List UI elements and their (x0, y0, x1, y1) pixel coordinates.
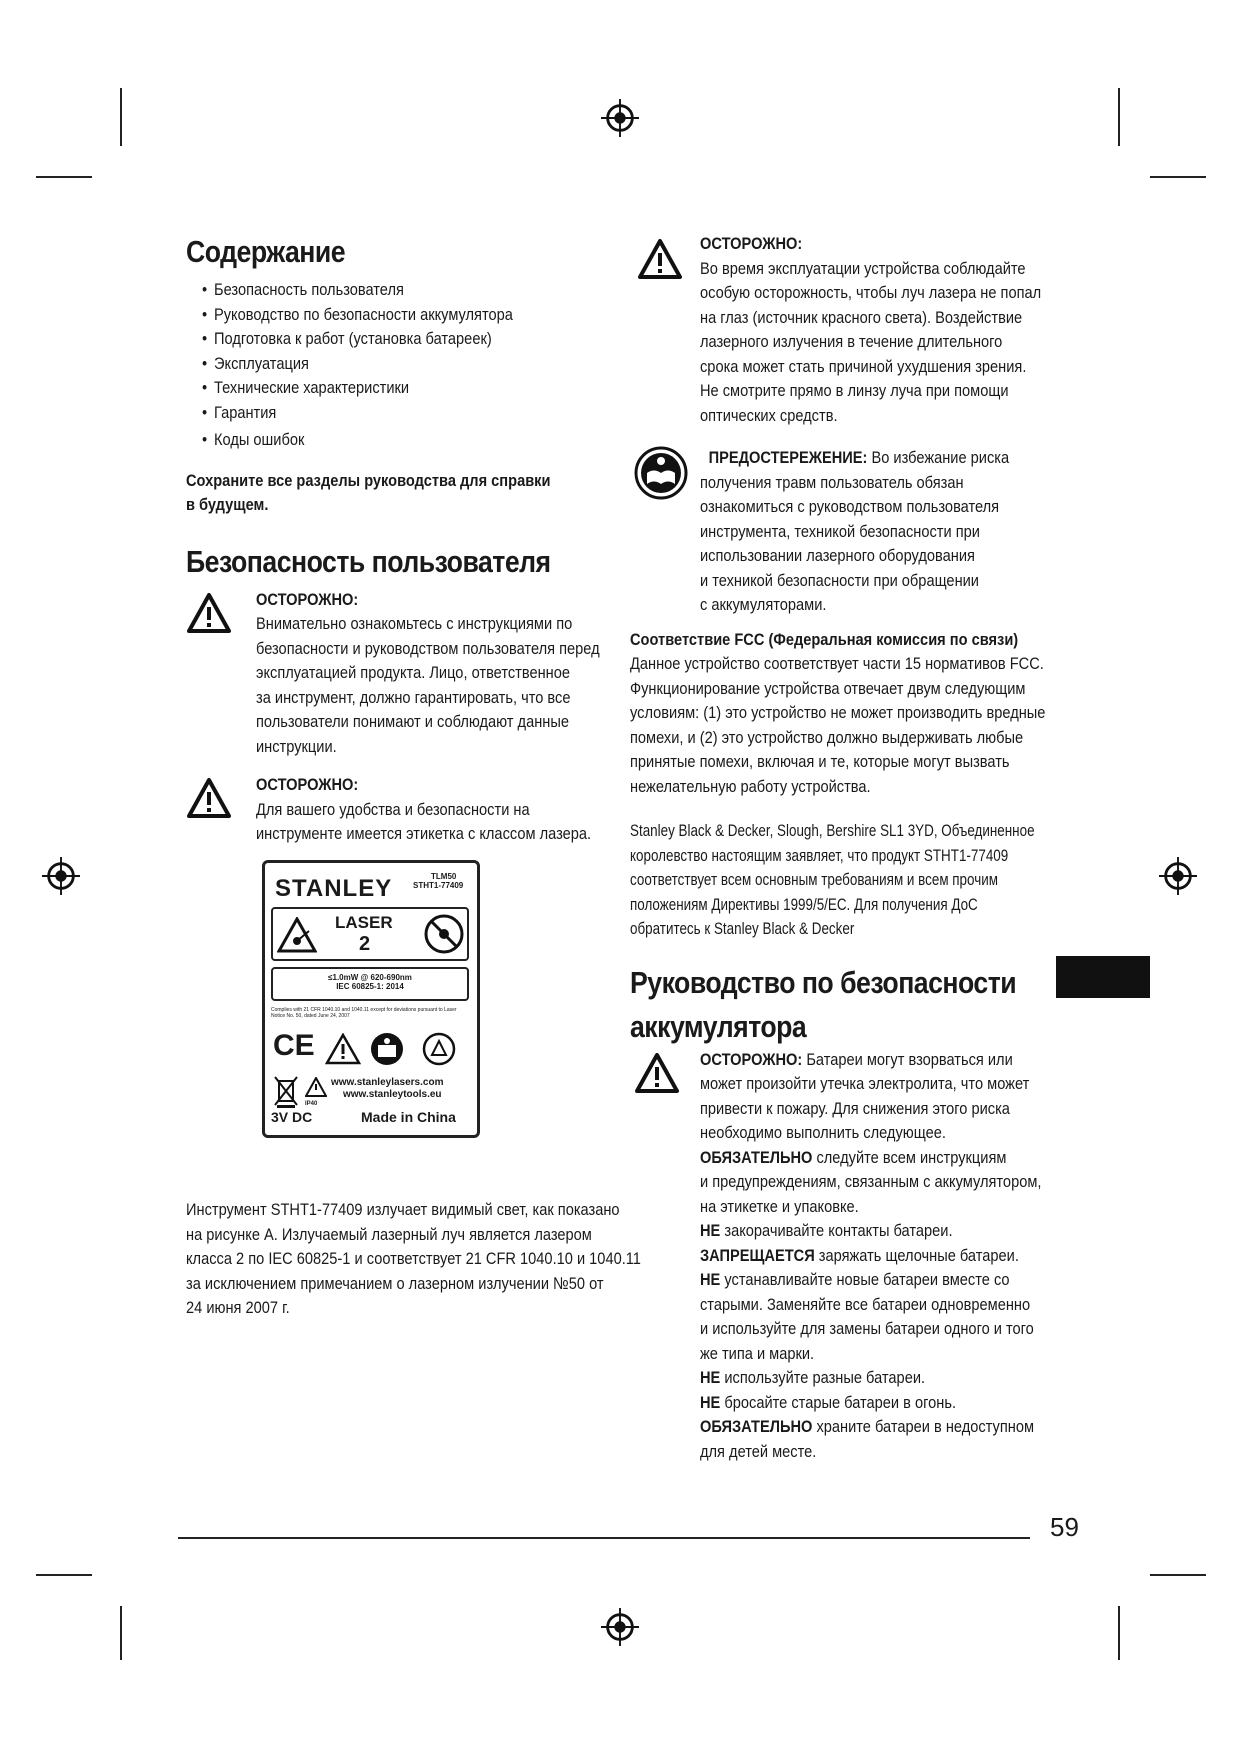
registration-mark-icon (1159, 857, 1197, 895)
warning-block (186, 773, 616, 847)
left-column (186, 232, 616, 847)
laser-note-line: 24 июня 2007 г. (186, 1298, 290, 1317)
contents-item[interactable]: • Безопасность пользователя (202, 278, 558, 303)
save-note: в будущем. (186, 495, 269, 514)
warning-text: оптических средств. (700, 405, 838, 425)
crop-mark (1118, 88, 1120, 146)
doc-text: королевство настоящим заявляет, что продукт STHT1-77409 (630, 845, 1009, 865)
label-laser-word: LASER (335, 913, 393, 932)
label-web2: www.stanleytools.eu (343, 1089, 442, 1100)
laser-note (186, 1198, 641, 1321)
warning-text: Во время эксплуатации устройства соблюдайте (700, 258, 1026, 278)
language-tab-marker (1056, 956, 1150, 998)
label-model: TLM50 (431, 872, 457, 881)
fcc-section (630, 628, 1060, 800)
warning-text: срока может стать причиной ухудшения зрения. (700, 356, 1027, 376)
contents-list (202, 278, 616, 453)
doc-declaration (630, 819, 1060, 942)
crop-mark (1118, 1606, 1120, 1660)
label-comply: Complies with 21 CFR 1040.10 and 1040.11 except for deviations pursuant to Laser Notice No. 50, dated June 24, 2007 (271, 1007, 457, 1019)
caution-text: инструмента, техникой безопасности при (700, 521, 980, 541)
registration-mark-icon (601, 99, 639, 137)
warning-text: Батареи могут взорваться или (802, 1049, 1013, 1069)
warning-text: может произойти утечка электролита, что может (700, 1074, 1030, 1093)
fcc-text: Данное устройство соответствует части 15 нормативов FCC. (630, 654, 1044, 673)
footer-rule (178, 1537, 1030, 1539)
contents-item[interactable]: • Подготовка к работ (установка батареек) (202, 327, 558, 352)
warning-block (630, 1048, 1060, 1465)
battery-safety-title: аккумулятора (630, 1008, 807, 1044)
rule-keyword: ОБЯЗАТЕЛЬНО (700, 1417, 813, 1436)
contents-item[interactable]: • Коды ошибок (202, 428, 558, 453)
read-manual-icon (369, 1031, 405, 1067)
rule-text: и используйте для замены батареи одного и того (700, 1319, 1034, 1338)
caution-block (630, 446, 1060, 618)
caution-text: ознакомиться с руководством пользователя (700, 497, 1000, 516)
warning-block (186, 588, 616, 760)
warning-triangle-icon (186, 777, 232, 819)
rule-text: и предупреждениям, связанным с аккумулятором, (700, 1172, 1042, 1191)
user-safety-title: Безопасность пользователя (186, 543, 551, 579)
warning-text: инструкции. (256, 736, 337, 756)
crop-mark (120, 1606, 122, 1660)
fcc-text: Функционирование устройства отвечает двум следующим (630, 678, 1026, 698)
label-laser-box (271, 907, 469, 961)
contents-item[interactable]: • Руководство по безопасности аккумулятора (202, 303, 558, 328)
warning-triangle-icon (634, 1052, 680, 1094)
doc-text: обратитесь к Stanley Black & Decker (630, 919, 855, 938)
caution-heading: ПРЕДОСТЕРЕЖЕНИЕ: (708, 448, 868, 467)
fcc-heading: Соответствие FCC (Федеральная комиссия по связи) (630, 629, 1019, 649)
page-number: 59 (1050, 1512, 1079, 1542)
rule-text: для детей месте. (700, 1441, 817, 1461)
rule-keyword: ОБЯЗАТЕЛЬНО (700, 1147, 813, 1167)
label-sku: STHT1-77409 (413, 881, 464, 890)
warning-text: эксплуатацией продукта. Лицо, ответственное (256, 663, 571, 682)
rule-text: закорачивайте контакты батареи. (720, 1221, 953, 1240)
read-manual-icon (634, 446, 688, 500)
warning-heading: ОСТОРОЖНО: (700, 1049, 803, 1069)
fcc-text: помехи, и (2) это устройство должно выдерживать любые (630, 727, 1024, 747)
crop-mark (1150, 1574, 1206, 1576)
rule-text: старыми. Заменяйте все батареи одновременно (700, 1294, 1031, 1314)
caution-text: использовании лазерного оборудования (700, 546, 975, 565)
warning-text: пользователи понимают и соблюдают данные (256, 712, 570, 731)
label-web1: www.stanleylasers.com (331, 1077, 444, 1088)
laser-hazard-icon (277, 917, 317, 953)
caution-text: с аккумуляторами. (700, 595, 827, 614)
fcc-text: условиям: (1) это устройство не может производить вредные (630, 703, 1046, 722)
fcc-text: принятые помехи, включая и те, которые могут вызвать (630, 752, 1010, 771)
warning-text: безопасности и руководством пользователя перед (256, 638, 600, 658)
warning-triangle-icon (186, 592, 232, 634)
rule-keyword: НЕ (700, 1392, 721, 1412)
label-voltage: 3V DC (271, 1109, 313, 1125)
crop-mark (36, 1574, 92, 1576)
warning-text: Внимательно ознакомьтесь с инструкциями по (256, 614, 573, 633)
contents-item[interactable]: • Гарантия (202, 401, 558, 426)
rule-keyword: НЕ (700, 1368, 721, 1387)
weee-bin-icon (273, 1075, 299, 1109)
label-power: ≤1.0mW @ 620-690nm (328, 973, 412, 982)
label-iec: IEC 60825-1: 2014 (336, 982, 404, 991)
registration-mark-icon (601, 1608, 639, 1646)
rule-text: следуйте всем инструкциям (812, 1147, 1007, 1167)
warning-text: Не смотрите прямо в линзу луча при помощи (700, 381, 1009, 400)
battery-hazard-icon (421, 1031, 457, 1067)
warning-triangle-icon (305, 1077, 327, 1097)
right-column (630, 232, 1060, 1464)
crop-mark (36, 176, 92, 178)
warning-text: необходимо выполнить следующее. (700, 1123, 946, 1142)
laser-note-line: класса 2 по IEC 60825-1 и соответствует 21 CFR 1040.10 и 1040.11 (186, 1249, 641, 1268)
warning-text: лазерного излучения в течение длительного (700, 332, 1003, 351)
warning-heading: ОСТОРОЖНО: (256, 775, 359, 794)
save-note: Сохраните все разделы руководства для справки (186, 470, 551, 490)
laser-note-line: за исключением примечанием о лазерном излучении №50 от (186, 1273, 604, 1293)
rule-keyword: ЗАПРЕЩАЕТСЯ (700, 1245, 815, 1265)
label-ce: CE (273, 1029, 315, 1062)
no-eye-exposure-icon (423, 913, 465, 955)
label-ip: IP40 (305, 1101, 318, 1107)
warning-triangle-icon (325, 1033, 361, 1065)
rule-text: устанавливайте новые батареи вместе со (720, 1270, 1010, 1289)
label-brand: STANLEY (275, 875, 393, 902)
laser-note-line: на рисунке A. Излучаемый лазерный луч является лазером (186, 1224, 592, 1244)
crop-mark (1150, 176, 1206, 178)
laser-note-line: Инструмент STHT1-77409 излучает видимый свет, как показано (186, 1200, 620, 1219)
label-made: Made in China (361, 1109, 456, 1125)
caution-text: получения травм пользователь обязан (700, 472, 964, 492)
contents-item[interactable]: • Эксплуатация (202, 352, 558, 377)
label-specs-box (271, 967, 469, 1001)
rule-keyword: НЕ (700, 1221, 721, 1240)
doc-text: соответствует всем основным требованиям и всем прочим (630, 870, 998, 889)
warning-text: Для вашего удобства и безопасности на (256, 799, 530, 819)
rule-text: заряжать щелочные батареи. (814, 1245, 1019, 1265)
contents-title: Содержание (186, 234, 346, 269)
fcc-text: нежелательную работу устройства. (630, 776, 871, 796)
rule-text: храните батареи в недоступном (812, 1417, 1035, 1436)
crop-mark (120, 88, 122, 146)
product-laser-label (262, 860, 480, 1138)
rule-keyword: НЕ (700, 1270, 721, 1289)
warning-text: особую осторожность, чтобы луч лазера не попал (700, 283, 1042, 302)
warning-heading: ОСТОРОЖНО: (700, 234, 803, 253)
rule-text: используйте разные батареи. (720, 1368, 926, 1387)
label-laser-class: 2 (359, 933, 371, 955)
warning-text: инструменте имеется этикетка с классом лазера. (256, 824, 592, 843)
rule-text: бросайте старые батареи в огонь. (720, 1392, 957, 1412)
doc-text: Stanley Black & Decker, Slough, Bershire SL1 3YD, Объединенное (630, 821, 1035, 840)
warning-triangle-icon (637, 238, 683, 280)
caution-text: Во избежание риска (867, 448, 1010, 467)
warning-text: на глаз (источник красного света). Воздействие (700, 307, 1023, 327)
warning-block (630, 232, 1060, 428)
registration-mark-icon (42, 857, 80, 895)
warning-text: за инструмент, должно гарантировать, что все (256, 687, 571, 707)
rule-text: на этикетке и упаковке. (700, 1196, 859, 1216)
battery-safety-title: Руководство по безопасности (630, 964, 1017, 1000)
warning-heading: ОСТОРОЖНО: (256, 589, 359, 609)
warning-text: привести к пожару. Для снижения этого риска (700, 1098, 1010, 1118)
caution-text: и техникой безопасности при обращении (700, 570, 979, 590)
doc-text: положениям Директивы 1999/5/EC. Для получения ДоС (630, 894, 978, 914)
contents-item[interactable]: • Технические характеристики (202, 376, 558, 401)
rule-text: же типа и марки. (700, 1343, 815, 1363)
